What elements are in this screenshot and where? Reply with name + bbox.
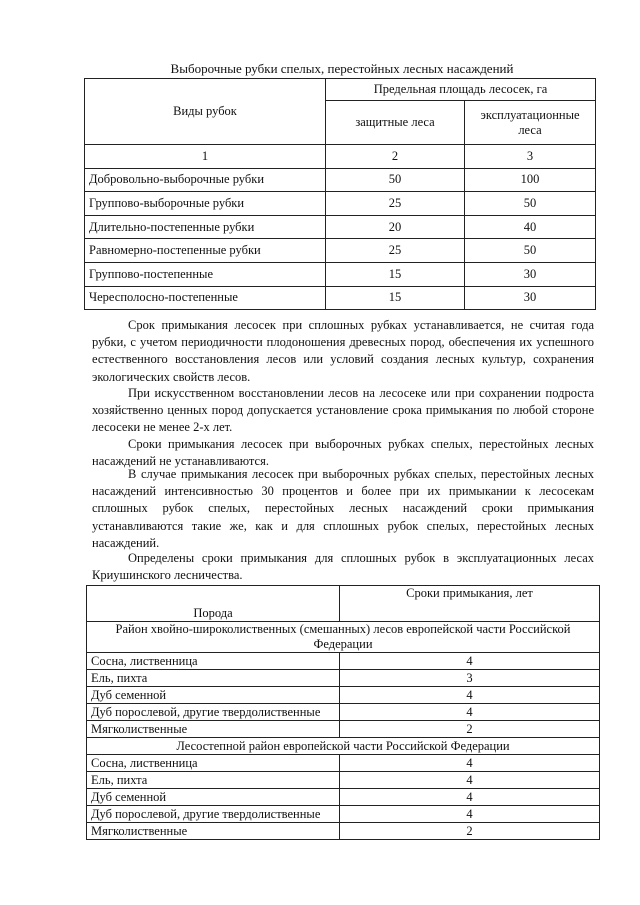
protective-area: 20 bbox=[326, 215, 465, 239]
header-terms: Сроки примыкания, лет bbox=[340, 586, 600, 622]
cutting-kind: Добровольно-выборочные рубки bbox=[85, 168, 326, 192]
years: 4 bbox=[340, 704, 600, 721]
table-row bbox=[87, 789, 600, 806]
years: 4 bbox=[340, 772, 600, 789]
header-kind: Виды рубок bbox=[85, 79, 326, 145]
years: 4 bbox=[340, 653, 600, 670]
table-row bbox=[87, 721, 600, 738]
table-row bbox=[85, 239, 596, 263]
col-number: 1 bbox=[85, 145, 326, 169]
species: Дуб семенной bbox=[87, 687, 340, 704]
table-row bbox=[85, 262, 596, 286]
species: Мягколиственные bbox=[87, 823, 340, 840]
region-row: Лесостепной район европейской части Российской Федерации bbox=[87, 738, 600, 755]
years: 2 bbox=[340, 721, 600, 738]
paragraph: Сроки примыкания лесосек при выборочных рубках спелых, перестойных лесных насаждений не устанавливаются. bbox=[92, 437, 594, 469]
cutting-kind: Группово-постепенные bbox=[85, 262, 326, 286]
exploitation-area: 30 bbox=[465, 262, 596, 286]
exploitation-area: 30 bbox=[465, 286, 596, 310]
cutting-kind: Группово-выборочные рубки bbox=[85, 192, 326, 216]
protective-area: 15 bbox=[326, 286, 465, 310]
table-row bbox=[87, 823, 600, 840]
years: 4 bbox=[340, 789, 600, 806]
exploitation-area: 50 bbox=[465, 239, 596, 263]
species: Сосна, лиственница bbox=[87, 653, 340, 670]
selective-cutting-table bbox=[84, 78, 596, 310]
table-row bbox=[87, 670, 600, 687]
years: 4 bbox=[340, 687, 600, 704]
years: 3 bbox=[340, 670, 600, 687]
species: Мягколиственные bbox=[87, 721, 340, 738]
species: Ель, пихта bbox=[87, 670, 340, 687]
years: 4 bbox=[340, 755, 600, 772]
cutting-kind: Чересполосно-постепенные bbox=[85, 286, 326, 310]
cutting-kind: Длительно-постепенные рубки bbox=[85, 215, 326, 239]
region-row: Район хвойно-широколиственных (смешанных) лесов европейской части Российской Федерации bbox=[87, 622, 600, 653]
col-number: 3 bbox=[465, 145, 596, 169]
table-row bbox=[87, 772, 600, 789]
adjacency-terms-table bbox=[86, 585, 600, 840]
header-area: Предельная площадь лесосек, га bbox=[326, 79, 596, 101]
paragraph: В случае примыкания лесосек при выборочных рубках спелых, перестойных лесных насаждений интенсивностью 30 процентов и более при их примыкании к лесосекам сплошных рубок спелых, перестойных лесных насаждений сроки примыкания устанавливаются такие же, как и для сплошных рубок спелых, перестойных лесных насаждений. bbox=[92, 467, 594, 550]
table1-title: Выборочные рубки спелых, перестойных лесных насаждений bbox=[170, 61, 514, 76]
species: Ель, пихта bbox=[87, 772, 340, 789]
header-species: Порода bbox=[87, 586, 340, 622]
col-number: 2 bbox=[326, 145, 465, 169]
table-row bbox=[85, 192, 596, 216]
header-exploitation: эксплуатационные леса bbox=[465, 101, 596, 145]
header-protective: защитные леса bbox=[326, 101, 465, 145]
paragraph: При искусственном восстановлении лесов на лесосеке или при сохранении подроста хозяйственно ценных пород допускается установление срока примыкания по любой стороне лесосеки не менее 2-х лет. bbox=[92, 386, 594, 435]
table-row bbox=[87, 653, 600, 670]
protective-area: 25 bbox=[326, 192, 465, 216]
table-row bbox=[85, 215, 596, 239]
protective-area: 25 bbox=[326, 239, 465, 263]
protective-area: 50 bbox=[326, 168, 465, 192]
exploitation-area: 40 bbox=[465, 215, 596, 239]
species: Дуб порослевой, другие твердолиственные bbox=[87, 704, 340, 721]
exploitation-area: 50 bbox=[465, 192, 596, 216]
exploitation-area: 100 bbox=[465, 168, 596, 192]
years: 2 bbox=[340, 823, 600, 840]
species: Сосна, лиственница bbox=[87, 755, 340, 772]
years: 4 bbox=[340, 806, 600, 823]
protective-area: 15 bbox=[326, 262, 465, 286]
table-row bbox=[87, 755, 600, 772]
species: Дуб семенной bbox=[87, 789, 340, 806]
species: Дуб порослевой, другие твердолиственные bbox=[87, 806, 340, 823]
paragraph: Срок примыкания лесосек при сплошных рубках устанавливается, не считая года рубки, с учетом периодичности плодоношения древесных пород, обеспечения их успешного естественного восстановления лесов или условий создания лесных культур, сохранения экологических свойств лесов. bbox=[92, 318, 594, 384]
table-row bbox=[85, 168, 596, 192]
paragraph: Определены сроки примыкания для сплошных рубок в эксплуатационных лесах Криушинского лесничества. bbox=[92, 551, 594, 583]
table-row bbox=[87, 687, 600, 704]
table-row bbox=[87, 704, 600, 721]
cutting-kind: Равномерно-постепенные рубки bbox=[85, 239, 326, 263]
table-row bbox=[85, 286, 596, 310]
table-row bbox=[87, 806, 600, 823]
